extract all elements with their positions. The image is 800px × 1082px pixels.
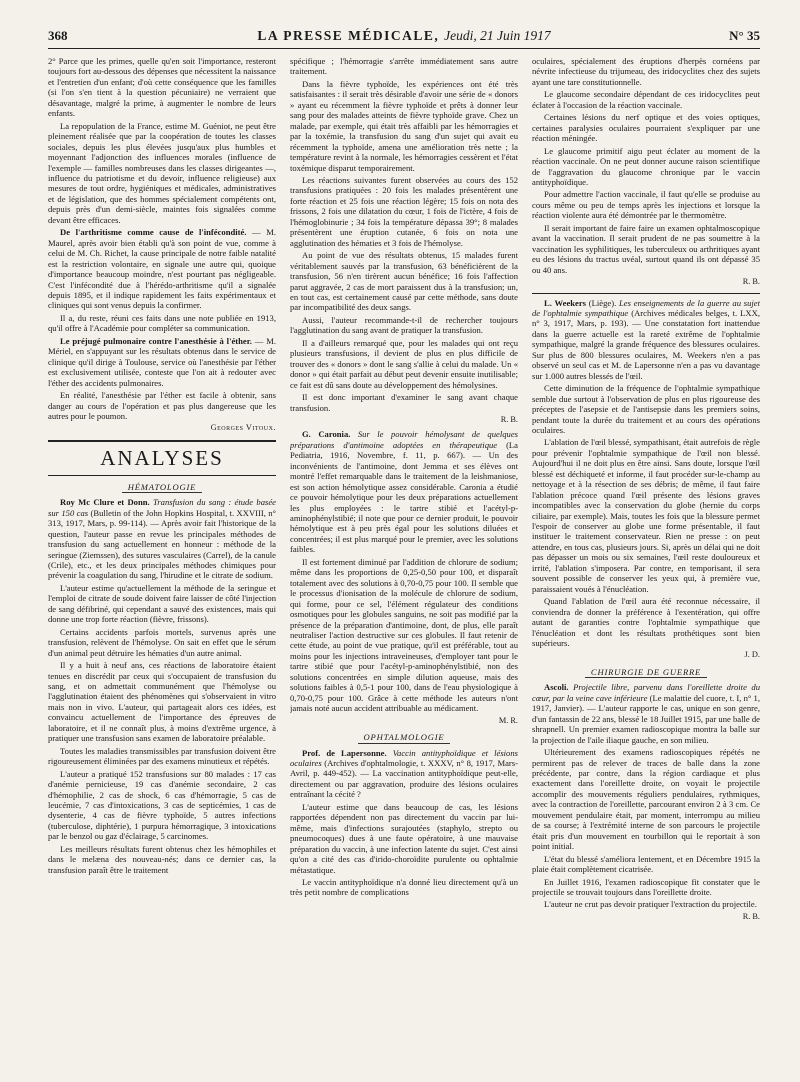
issue-date: Jeudi, 21 Juin 1917	[444, 28, 551, 43]
paragraph: L'auteur ne crut pas devoir pratiquer l'extraction du projectile.	[544, 899, 757, 910]
page-header	[48, 28, 760, 49]
paragraph: Il a d'ailleurs remarqué que, pour les malades qui ont reçu plusieurs transfusions, il devient de plus en plus difficile de trouver des « donors » dont le sang s'allie à celui du malade. Un « donor » qui était parfait au début peut devenir ensuite inutilisable; ce fait est dû sans doute au développement des hémolysines.	[290, 337, 518, 390]
article-title: Transfusion du sang : étude basée sur 150 cas	[48, 497, 276, 518]
paragraph: Il a, du reste, réuni ces faits dans une note publiée en 1913, qu'il offre à l'Académie pour compléter sa communication.	[48, 312, 276, 334]
article-arthritisme: De l'arthritisme comme cause de l'infécondité. — M. Maurel, après avoir bien établi qu'à son point de vue, comme à celui de M. Ch. Richet, la cause principale de notre faible natalité est la restriction volontaire, en signale une autre qui, quoique d'importance beaucoup moindre, n'est pourtant pas négligeable. C'est l'infécondité due à l'hérédo-arthritisme qu'il a signalée depuis 1895, et il indique rapidement les faits expérimentaux et cliniques qui sont venus depuis la confirmer.	[48, 227, 276, 311]
paragraph: Aussi, l'auteur recommande-t-il de rechercher toujours l'agglutination du sang avant de pratiquer la transfusion.	[290, 314, 518, 336]
signature: R. B.	[500, 414, 518, 424]
article-title: Vaccin antityphoïdique et lésions oculaires	[290, 747, 518, 768]
paragraph: Les meilleurs résultats furent obtenus chez les hémophiles et dans le melæna des nouveau-nés; dans ce dernier cas, la transfusion paraît être le traitement	[48, 843, 276, 875]
article-ascoli: Ascoli. Projectile libre, parvenu dans l'oreillette droite du cœur, par la veine cave inférieure (Le malattie del cuore, t. I, n° 1, 1917, Janvier). — L'auteur rapporte le cas, unique en son genre, d'un fantassin de 22 ans, blessé le 18 Juillet 1915, par une balle de shrapnell. Un premier examen radioscopique montra la balle sur la projection de l'aile iliaque gauche, en son milieu.	[532, 682, 760, 745]
article-title: Les enseignements de la guerre au sujet de l'ophtalmie sympathique	[532, 297, 760, 318]
paragraph: La repopulation de la France, estime M. Guéniot, ne peut être pleinement réalisée que par la coopération de toutes les classes sociales, depuis les plus élevées jusqu'aux plus humbles et moyennant l'adjonction des influences morales (influence de l'exemple — familles nombreuses dans les classes dirigeantes —, influence du patriotisme et du devoir, influence religieuse) aux mesures de tout ordre, hygiéniques et médicales, administratives et de législation, que des hommes spécialement compétents ont, depuis près d'un demi-siècle, maintes fois signalées comme devant être efficaces.	[48, 120, 276, 225]
paragraph: Le vaccin antityphoïdique n'a donné lieu directement qu'à un très petit nombre de complications	[290, 876, 518, 898]
paragraph: Certaines lésions du nerf optique et des voies optiques, certaines paralysies oculaires pourraient s'expliquer par une réaction méningée.	[532, 112, 760, 144]
paragraph: spécifique ; l'hémorragie s'arrête immédiatement sans autre traitement.	[290, 56, 518, 77]
paragraph: Il est donc important d'examiner le sang avant chaque transfusion.	[290, 392, 518, 413]
signature: Georges Vitoux.	[210, 423, 276, 433]
signature: R. B.	[742, 911, 760, 921]
subsection-heading: HÉMATOLOGIE	[48, 482, 276, 493]
paragraph: Il y a huit à neuf ans, ces réactions de laboratoire étaient tenues en discrédit par ceux qui s'occupaient de transfusion du sang, et on admettait communément que l'hémolyse ou l'agglutination étaient des phénomènes qui s'observaient in vitro mais non in vivo. L'auteur, qui partageait alors ces idées, est convaincu actuellement de l'importance des épreuves de laboratoire, et il ne connaît plus, à moins d'extrême urgence, à pratiquer une transfusion sans examen de laboratoire préalable.	[48, 660, 276, 744]
article-weekers: L. Weekers (Liège). Les enseignements de la guerre au sujet de l'ophtalmie sympathique (Archives médicales belges, t. LXX, n° 3, 1917, Mars, p. 193). — Une constatation fort inattendue dans la guerre actuelle est la rareté extrême de l'ophtalmie sympathique, malgré la grande fréquence des blessures oculaires. Sur plus de 800 blessures oculaires, M. Weekers n'en a pas observé un seul cas et M. de Lapersonne n'en a pas vu davantage sur 1.000 autres blessés de l'œil.	[532, 297, 760, 381]
paragraph: Il serait important de faire faire un examen ophtalmoscopique avant la vaccination. Il serait prudent de ne pas soumettre à la vaccination les syphilitiques, les tuberculeux ou arthritiques ayant eu des lésions du tractus uvéal, surtout quand ils ont dépassé 35 ou 40 ans.	[532, 222, 760, 275]
divider	[48, 440, 276, 442]
subsection-heading: CHIRURGIE DE GUERRE	[532, 667, 760, 678]
paragraph: L'état du blessé s'améliora lentement, et en Décembre 1915 la plaie était complètement cicatrisée.	[532, 853, 760, 875]
article-authors: Prof. de Lapersonne.	[302, 747, 387, 758]
article-authors: Roy Mc Clure et Donn.	[60, 497, 150, 508]
divider	[532, 293, 760, 294]
paragraph: Au point de vue des résultats obtenus, 15 malades furent véritablement sauvés par la transfusion, 63 bénéficièrent de la transfusion, 56 n'en tirèrent aucun bénéfice; 16 fois l'affection parut aggravée, 2 cas de mort paraissent dus à la transfusion; un, en tout cas, est certainement causé par cette méthode, sans doute par incompatibilité des deux sangs.	[290, 250, 518, 313]
paragraph: Il est fortement diminué par l'addition de chlorure de sodium; même dans les proportions de 0,25-0,50 pour 100, et disparaît totalement avec des solutions à 0,70-0,75 pour 100. Il semble que le processus d'ionisation de la molécule de chlorure de sodium, qui forme, pour ce sel, l'élément régulateur des conditions osmotiques pour les globules sanguins, ne soit pas modifié par la présence de la préparation d'antimoine, dont, de plus, elle paraît neutraliser l'action destructive sur ces globules. Il faut retenir de cette étude, au point de vue pratique, qu'il est préférable, tout au moins pour les injections intraveineuses, d'employer tant pour le tartre stibié que pour l'acétyl-p-aminophénylstibié, non des solutions concentrées en simple dilution aqueuse, mais des solutions faibles à 0,5-1 pour 100, dans de l'eau physiologique à 0,70-0,75 pour 100. Grâce à cette méthode les auteurs n'ont jamais noté aucun accident attribuable au médicament.	[290, 556, 518, 714]
paragraph: En Juillet 1916, l'examen radioscopique fit constater que le projectile se trouvait toujours dans l'oreillette droite.	[532, 876, 760, 897]
signature: J. D.	[744, 650, 760, 660]
article-caronia: G. Caronia. Sur le pouvoir hémolysant de quelques préparations d'antimoine adoptées en thérapeutique (La Pediatria, 1916, Novembre, f. 11, p. 667). — Un des inconvénients de l'antimoine, dont Jemma et ses élèves ont montré l'effet remarquable dans le traitement de la leishmaniose, est son action hémolytique assez considérable. Caronia a étudié ce pouvoir hémolytique pour les deux préparations actuellement les plus employées : le tartre stibié et l'acétyl-p-aminophénylstibié; il note que pour ce dernier produit, le pouvoir hémolytique est à peu près égal pour les solutions diluées et concentrées; il est plus marqué pour le premier, avec les solutions faibles.	[290, 429, 518, 555]
paragraph: Dans la fièvre typhoïde, les expériences ont été très satisfaisantes : il serait très désirable d'avoir une série de « donors » ayant eu récemment la fièvre typhoïde et prêts à donner leur sang pour des malades atteints de fièvre typhoïde grave. Chez un malade, par exemple, qui était très affaibli par les hémorragies et par la toxémie, la transfusion du sang d'un sujet qui avait eu récemment la typhoïde, amena une amélioration très nette ; la température revint à la normale, les hémorragies cessèrent et l'état toxémique disparut temporairement.	[290, 78, 518, 173]
paragraph: L'auteur a pratiqué 152 transfusions sur 80 malades : 17 cas d'anémie pernicieuse, 19 cas d'anémie secondaire, 2 cas d'hémophilie, 2 cas de shock, 6 cas d'hémorragie, 5 cas de leucémie, 7 cas d'intoxications, 3 cas de septicémies, 1 cas de dysenterie, 4 cas de fièvre typhoïde, 5 autres infections (tuberculose, diphtérie), 1 purpura hémorragique, 3 intoxications par le benzol ou gaz d'éclairage, 5 carcinomes.	[48, 768, 276, 842]
paragraph: Les réactions suivantes furent observées au cours des 152 transfusions pratiquées : 20 fois les malades présentèrent une forte réaction et 25 fois une réaction légère; 15 fois on nota des frissons, 2 fois une dilatation du cœur, 1 fois de l'ictère, 4 fois de l'hémoglobinurie ; 34 fois la température dépassa 39°; 8 malades présentèrent une éruption cutanée, 6 fois on nota une agglutination des hématies et 3 fois de l'hémolyse.	[290, 174, 518, 248]
article-title: Sur le pouvoir hémolysant de quelques préparations d'antimoine adoptées en thérapeutique	[290, 429, 518, 450]
paragraph: Certains accidents parfois mortels, survenus après une transfusion, relèvent de l'hémolyse. On sait en effet que le sérum d'un animal peut détruire les hématies d'un autre animal.	[48, 626, 276, 658]
paragraph: Quand l'ablation de l'œil aura été reconnue nécessaire, il conviendra de donner la préférence à l'exentération, qui offre autant de garanties contre l'ophtalmie sympathique que l'énucléation et dont les résultats prothétiques sont bien supérieurs.	[532, 596, 760, 649]
column-2	[290, 56, 518, 1076]
article-authors: G. Caronia.	[302, 429, 351, 440]
article-title: De l'arthritisme comme cause de l'infécondité.	[60, 227, 247, 238]
article-authors: L. Weekers	[544, 297, 587, 308]
column-3	[532, 56, 760, 1076]
article-transfusion: Roy Mc Clure et Donn. Transfusion du sang : étude basée sur 150 cas (Bulletin of the John Hopkins Hospital, t. XXVIII, n° 313, 1917, Mars, p. 99-114). — Après avoir fait l'historique de la question, l'auteur passe en revue les principales méthodes de transfusion du sang actuellement en honneur : méthode de la seringue (Ziemssen), des sutures vasculaires (Carrel), de la canule (Crile), etc., et les deux principales méthodes chimiques pour prévenir la coagulation du sang, l'hirudine et le citrate de sodium.	[48, 497, 276, 581]
article-lapersonne: Prof. de Lapersonne. Vaccin antityphoïdique et lésions oculaires (Archives d'ophtalmologie, t. XXXV, n° 8, 1917, Mars-Avril, p. 449-452). — La vaccination antityphoïdique peut-elle, directement ou par aggravation, produire des lésions oculaires entraînant la cécité ?	[290, 747, 518, 800]
paragraph: Toutes les maladies transmissibles par transfusion doivent être rigoureusement éliminées par des examens minutieux et répétés.	[48, 745, 276, 767]
paragraph: Le glaucome primitif aigu peut éclater au moment de la réaction vaccinale. On ne peut donner aucune raison scientifique de l'aggravation du glaucome chronique par le vaccin antityphoïdique.	[532, 145, 760, 187]
paragraph: 2° Parce que les primes, quelle qu'en soit l'importance, resteront toujours fort au-dessous des dépenses que nécessitent la naissance et l'entretien d'un enfant; d'où cette conséquence que les familles (si l'on s'en tient à la question pécuniaire) ne verraient que désavantage, malgré la prime, à augmenter le nombre de leurs enfants.	[48, 56, 276, 119]
paragraph: L'auteur estime que dans beaucoup de cas, les lésions rapportées dépendent non pas directement du vaccin par lui-même, mais d'infections surajoutées (staphylo, strepto ou pneumocoques) dues à une faute opératoire, à une mauvaise préparation du vaccin, à une infection latente du sujet. C'est ainsi qu'on a cité des cas d'irido-choroïdite purulente ou ophtalmie métastatique.	[290, 801, 518, 875]
running-title	[48, 28, 760, 44]
divider	[48, 475, 276, 476]
paragraph: En réalité, l'anesthésie par l'éther est facile à obtenir, sans danger au cours de l'opération et pas plus dangereuse que les autres pour le poumon.	[48, 390, 276, 421]
article-title: Le préjugé pulmonaire contre l'anesthésie à l'éther.	[60, 335, 252, 346]
page-number: 368	[48, 28, 68, 43]
paragraph: L'ablation de l'œil blessé, sympathisant, était autrefois de règle pour prévenir l'ophtalmie sympathique de l'œil non blessé. Aujourd'hui il ne doit plus en être ainsi. Sans doute, lorsque l'œil blessé est déchiqueté et informe, il faut procéder sur-le-champ au nettoyage et à la résection de ses débris; de même, il faut faire l'ablation précoce quand l'œil présente des lésions graves incompatibles avec la conservation du globe (hernie du corps ciliaire, par exemple). Mais, toutes les fois que la blessure permet l'espoir de conserver au globe une forme présentable, il faut instituer le traitement conservateur. Rien ne presse : on peut attendre, en tous cas, plusieurs jours. Si, après un délai qui ne doit pas dépasser un mois ou six semaines, l'œil reste douloureux et irrité, l'ablation s'imposera. Par contre, en temporisant, il sera souvent possible de conserver les yeux qui, à première vue, paraissaient voués à l'énucléation.	[532, 437, 760, 594]
signature: R. B.	[742, 277, 760, 287]
paragraph: oculaires, spécialement des éruptions d'herpès cornéens par névrite infectieuse du trijumeau, des iridocyclites chez des sujets ayant une tare constitutionnelle.	[532, 56, 760, 87]
paragraph: Pour admettre l'action vaccinale, il faut qu'elle se produise au cours même ou peu de temps après les injections et lorsque la réaction violente aura été démontrée par le thermomètre.	[532, 189, 760, 221]
column-1	[48, 56, 276, 1076]
section-heading-analyses: ANALYSES	[100, 445, 224, 470]
paragraph: Le glaucome secondaire dépendant de ces iridocyclites peut éclater à l'occasion de la réaction vaccinale.	[532, 89, 760, 110]
article-prejuge: Le préjugé pulmonaire contre l'anesthésie à l'éther. — M. Mériel, en s'appuyant sur les résultats obtenus dans le service de clinique qu'il dirige à Toulouse, service où l'anesthésie par l'éther est exclusivement utilisée, conteste que l'on ait à redouter avec l'éther des accidents pulmonaires.	[48, 335, 276, 388]
article-title: Projectile libre, parvenu dans l'oreillette droite du cœur, par la veine cave inférieure	[532, 682, 760, 703]
journal-name: LA PRESSE MÉDICALE,	[257, 28, 440, 43]
paragraph: Ultérieurement des examens radioscopiques répétés ne permirent pas de relever de traces de balle dans la zone précédente, par contre, dans la région cardiaque et plus exactement dans l'oreillette droite, on voyait le projectile accomplir des mouvements réguliers pendulaires, rythmiques, avec la contraction de l'oreillette, parcourant environ 2 à 3 cm. Ce mouvement pendulaire était, par moment, interrompu au milieu de sa course; à l'extrémité interne de son parcours le projectile était pris d'un mouvement en tourbillon qui le reportait à son point initial.	[532, 747, 760, 852]
article-authors: Ascoli.	[544, 682, 569, 693]
paragraph: Cette diminution de la fréquence de l'ophtalmie sympathique semble due surtout à l'observation de plus en plus rigoureuse des préceptes de l'asepsie et de l'antisepsie dans les premiers soins, pendant toute la durée du traitement et au cours des opérations oculaires.	[532, 383, 760, 435]
paragraph: L'auteur estime qu'actuellement la méthode de la seringue et l'emploi de citrate de soude doivent faire laisser de côté l'injection de sang défibriné, qui cependant a sauvé des existences, mais qui donne une trop forte réaction (fièvre, frissons).	[48, 582, 276, 625]
issue-number: N° 35	[729, 28, 760, 43]
signature: M. R.	[498, 715, 518, 725]
subsection-heading: OPHTALMOLOGIE	[290, 732, 518, 743]
